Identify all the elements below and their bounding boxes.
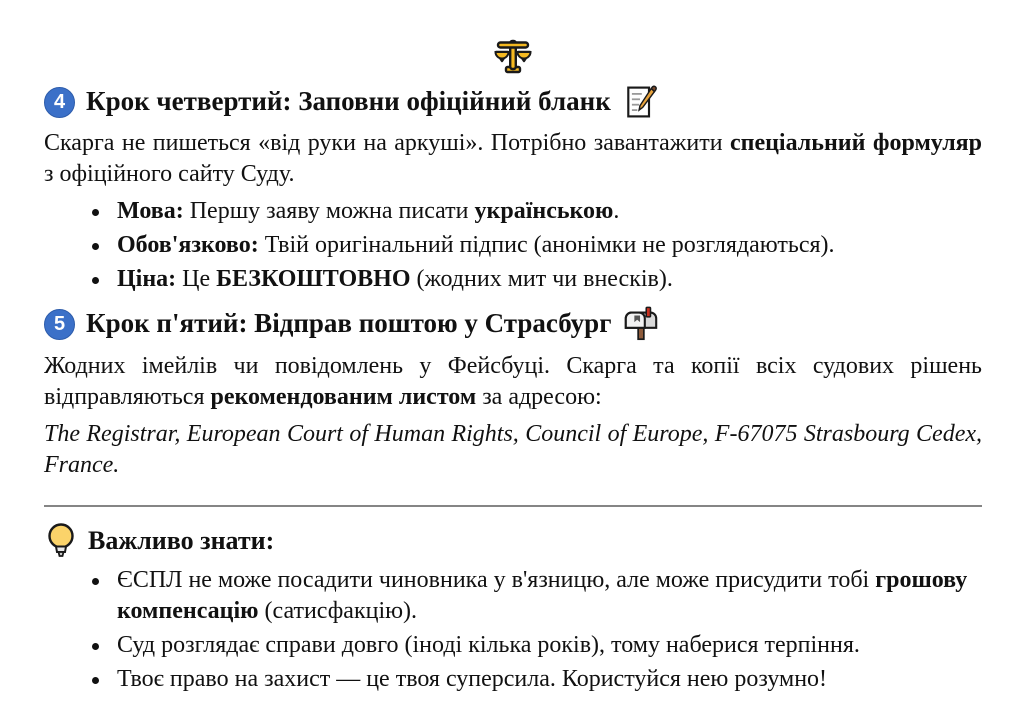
step-4-intro: Скарга не пишеться «від руки на аркуші». Потрібно завантажити спеціальний формуляр з офіційного сайту Суду.	[44, 130, 982, 187]
list-item: Суд розглядає справи довго (іноді кілька років), тому наберися терпіння.	[86, 630, 982, 661]
step-5-section	[44, 305, 982, 481]
note-title: Важливо знати:	[88, 526, 275, 556]
list-item: ЄСПЛ не може посадити чиновника у в'язницю, але може присудити тобі грошову компенсацію (сатисфакцію).	[86, 565, 982, 627]
step-4-title: Крок четвертий: Заповни офіційний бланк	[86, 86, 611, 117]
step-4-section	[44, 84, 982, 295]
step-5-heading	[44, 305, 982, 343]
memo-pencil-icon	[622, 84, 658, 120]
important-note-section	[44, 521, 982, 695]
list-item: Мова: Першу заяву можна писати українською.	[86, 196, 982, 227]
list-item: Твоє право на захист — це твоя суперсила. Користуйся нею розумно!	[86, 664, 982, 695]
step-4-heading	[44, 84, 982, 120]
balance-scale-icon	[493, 36, 533, 53]
step-5-number-badge: 5	[44, 309, 75, 340]
step-5-title: Крок п'ятий: Відправ поштою у Страсбург	[86, 308, 612, 339]
step-4-list	[44, 196, 982, 295]
lightbulb-icon	[44, 521, 78, 561]
step-4-number-badge: 4	[44, 87, 75, 118]
list-item: Обов'язково: Твій оригінальний підпис (анонімки не розглядаються).	[86, 230, 982, 261]
step-5-intro: Жодних імейлів чи повідомлень у Фейсбуці. Скарга та копії всіх судових рішень відправляються рекомендованим листом за адресою:	[44, 353, 982, 410]
note-heading	[44, 521, 982, 561]
emblem-row	[44, 36, 982, 78]
court-address: The Registrar, European Court of Human Rights, Council of Europe, F-67075 Strasbourg Cedex, France.	[44, 421, 982, 478]
mailbox-icon	[622, 305, 660, 343]
note-list	[44, 565, 982, 695]
section-divider	[44, 505, 982, 507]
list-item: Ціна: Це БЕЗКОШТОВНО (жодних мит чи внесків).	[86, 264, 982, 295]
